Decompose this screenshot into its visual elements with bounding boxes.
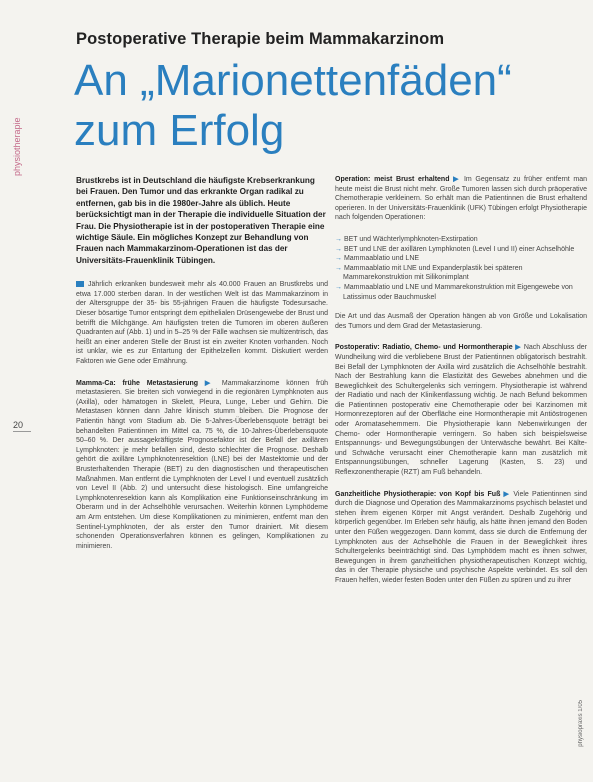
list-item — [335, 264, 587, 283]
body-paragraph — [335, 343, 587, 477]
left-paragraphs — [76, 280, 328, 551]
list-item-text: BET und Wächterlymphknoten-Exstirpation — [343, 235, 478, 243]
list-item-text: Mammaablatio und LNE — [343, 255, 420, 263]
list-item — [335, 245, 587, 255]
list-item — [335, 283, 587, 302]
operation-list — [335, 235, 587, 302]
paragraph-text: Jährlich erkranken bundesweit mehr als 40.000 Frauen an Brustkrebs und etwa 17.000 sterben daran. In der westlichen Welt ist das Mammakarzinom in der Altersgruppe der 35- bis 55-jährigen Frauen die häufigste Todesursache. Dieser bösartige Tumor entspringt dem epithelialen Drüsengewebe der Brust und betrifft die Milchgänge. Am häufigsten treten die Tumoren im oberen äußeren Quadranten auf (Abb. 1) und in 5–25 % der Fälle wachsen sie multizentrisch, das heißt an einer anderen Stelle der Brust ist ein zweiter Knoten vorhanden. Noch ist unklar, wie es zur Entartung der Epithelzellen kommt. Diskutiert werden Faktoren wie Gene oder Ernährung. — [76, 281, 328, 365]
paragraph-text: Mammakarzinome können früh metastasieren. Sie breiten sich vorwiegend in die regionären Lymphknoten aus (Axilla), oder hämatogen in Skelett, Pleura, Lunge, Leber und Gehirn. Die Metastasen können dann Jahre klinisch stumm bleiben. Die Prognose der Patientin hängt vom Stadium ab. Die 5-Jahres-Überlebensquote beträgt bei behandelten Patientinnen im Mittel ca. 75 %, die 10-Jahres-Überlebensquote 50–60 %. Der aussagekräftigste Prognosefaktor ist der Befall der axillären Lymphknoten: je mehr befallen sind, desto schlechter die Prognose. Deshalb gehört die axilläre Lymphknotenresektion (LNE) bei der Mastektomie und der Brusterhaltenden Therapie (BET) zu den diagnostischen und therapeutischen Maßnahmen. Man entfernt die Lymphknoten der Level I und eventuell zusätzlich von Level II (Abb. 2) und untersucht diese histologisch. Eine umfangreiche Lymphknotenresektion kann als Komplikation eine Funktionseinschränkung im Oberarm und in der Achselhöhle verursachen. Weiterhin können Lymphödeme am Arm entstehen. Um diese Komplikationen zu minimieren, entfernt man den Sentinel-Lymphknoten, der als erster den Tumor drainiert. Mit diesem schonenden Operationsverfahren können es gelingen, Komplikationen zu minimieren. — [76, 379, 329, 550]
section-start-marker — [76, 281, 84, 287]
paragraph-heading: Mamma-Ca: frühe Metastasierung — [76, 379, 205, 387]
arrow-icon: ▶ — [503, 490, 514, 498]
arrow-icon: ▶ — [453, 176, 464, 183]
title-line-2: zum Erfolg — [74, 106, 285, 155]
arrow-icon: ▶ — [515, 344, 524, 352]
paragraph-text: Im Gegensatz zu früher entfernt man heute meist die Brust nicht mehr. Große Tumoren lassen sich durch präoperative Chemotherapie verkleinern. So erhält man die Patientinnen die Brust erhaltend operieren. In der Universitäts-Frauenklinik (UFK) Tübingen erfolgt Physiotherapie nach folgenden Operationen: — [335, 176, 588, 222]
body-paragraph — [76, 280, 328, 366]
paragraph-heading: Ganzheitliche Physiotherapie: von Kopf bis Fuß — [335, 490, 504, 498]
section-side-label: physiotherapie — [12, 117, 22, 176]
arrow-icon: ▶ — [204, 379, 222, 387]
article-kicker: Postoperative Therapie beim Mammakarzinom — [76, 30, 445, 48]
lead-paragraph: Brustkrebs ist in Deutschland die häufigste Krebserkrankung bei Frauen. Den Tumor und das erkrankte Organ radikal zu entfernen, gab bis in die 1980er-Jahre als üblich. Heute berücksichtigt man in der Therapie die individuelle Situation der Frau. Die Physiotherapie ist in der postoperativen Therapie eine wichtige Säule. Ein mögliches Konzept zur Behandlung von Frauen nach Mammakarzinom-Operationen ist das der Universitäts-Frauenklinik Tübingen. — [76, 176, 326, 265]
paragraph-heading: Postoperativ: Radiatio, Chemo- und Hormontherapie — [335, 344, 516, 352]
after-list-paragraph: Die Art und das Ausmaß der Operation hängen ab von Größe und Lokalisation des Tumors und dem Grad der Metastasierung. — [335, 313, 587, 330]
footer-source: physiopraxis 1/05 — [578, 700, 584, 747]
list-item-text: Mammaablatio und LNE und Mammarekonstruktion mit Eigengewebe von Latissimus oder Bauchmuskel — [343, 283, 573, 301]
list-item-text: BET und LNE der axillären Lymphknoten (Level I und II) einer Achselhöhle — [343, 245, 575, 253]
body-paragraph — [335, 490, 587, 586]
paragraph-text: Viele Patientinnen sind durch die Diagnose und Operation des Mammakarzinoms psychisch belastet und stehen ihrem eigenen Körper mit Angst verändert. Deshalb Zugehörig und körperlich gegenüber. Im Erleben sehr häufig, als hätte ihnen jemand den Boden unter den Füßen weggezogen. Dann kommt, dass sie durch die Entfernung der Lymphknoten aus der Achselhöhle die Frauen in der Beweglichkeit ihres Schultergelenks beeinträchtigt sind. Das Lymphödem macht es ihnen schwer, Bewegungen in ihrem ganzheitlichen physiotherapeutischen Konzept wichtig, das in der Therapie physische und psychische Aspekte verbindet. Es soll den Frauen helfen, wieder festen Boden unter den Füßen zu spüren und zu ihrer — [335, 490, 587, 584]
left-column — [76, 175, 328, 563]
right-paragraphs-2 — [335, 343, 587, 585]
right-paragraphs-1 — [335, 175, 587, 223]
paragraph-heading: Operation: meist Brust erhaltend — [335, 176, 454, 183]
arrow-icon: → — [335, 245, 344, 253]
arrow-icon: → — [335, 255, 344, 263]
list-item-text: Mammaablatio mit LNE und Expanderplastik bei späteren Mammarekonstruktion mit Silikonimplant — [343, 264, 523, 282]
page-number: 20 — [13, 420, 24, 430]
right-column — [335, 175, 587, 598]
arrow-icon: → — [335, 235, 344, 243]
page-number-rule — [13, 431, 31, 432]
list-item — [335, 235, 587, 245]
article-title — [74, 56, 512, 156]
arrow-icon: → — [335, 264, 344, 272]
paragraph-text: Nach Abschluss der Wundheilung wird die verbliebene Brust der Patientinnen obligatorisch bestrahlt. Bei Befall der Lymphknoten der Axilla wird zusätzlich die Achselhöhle bestrahlt. Nach der Bestrahlung kann die Elastizität des Gewebes abnehmen und die Beweglichkeit des Schultergelenks sich verringern. Physiotherapie ist während der Radiatio und nach der Klinikentlassung wichtig. Je nach Befund bekommen die Patientinnen postoperativ eine Chemotherapie oder bei Karzinomen mit Hormonrezeptoren auf der Oberfläche eine Hormontherapie mit Antiöstrogenen oder Aromatasehemmern. Die Physiotherapie kann Nebenwirkungen der Chemo- oder Hormontherapie verringern. So haben sich beispielsweise Entspannungs- und Bewegungsübungen der Unterwäsche bewährt. Bei Kälte- und Schwäche verursacht einer Chemotherapie kann man zusätzlich mit Entspannungsübungen, schneller Lagerung (Kasten, S. 23) und Reflexzonentherapie (RZT) am Fuß behandeln. — [335, 344, 587, 477]
body-paragraph — [335, 175, 587, 223]
body-paragraph — [76, 379, 328, 552]
arrow-icon: → — [335, 283, 344, 291]
list-item — [335, 254, 587, 264]
title-line-1: An „Marionettenfäden“ — [74, 56, 512, 105]
